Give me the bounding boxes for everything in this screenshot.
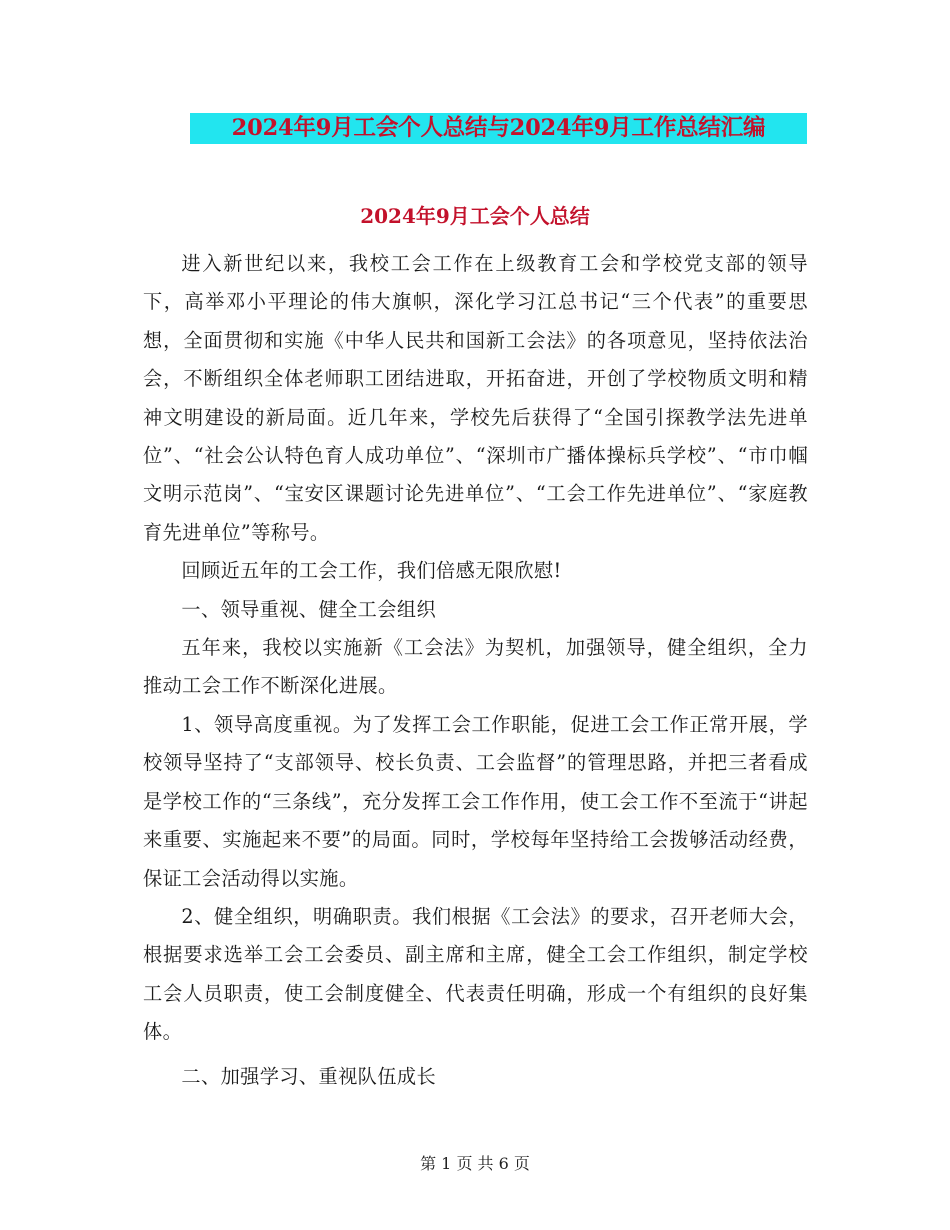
paragraph-intro: 进入新世纪以来，我校工会工作在上级教育工会和学校党支部的领导下，高举邓小平理论的伟大旗帜，深化学习江总书记“三个代表”的重要思想，全面贯彻和实施《中华人民共和国新工会法》的各项意见，坚持依法治会，不断组织全体老师职工团结进取，开拓奋进，开创了学校物质文明和精神文明建设的新局面。近几年来，学校先后获得了“全国引探教学法先进单位”、“社会公认特色育人成功单位”、“深圳市广播体操标兵学校”、“市巾帼文明示范岗”、“宝安区课题讨论先进单位”、“工会工作先进单位”、“家庭教育先进单位”等称号。 xyxy=(143,252,808,544)
page-footer: 第 1 页 共 6 页 xyxy=(420,1154,530,1173)
document-main-title: 2024年9月工会个人总结与2024年9月工作总结汇编 xyxy=(190,113,807,144)
heading-section-2: 二、加强学习、重视队伍成长 xyxy=(181,1064,437,1088)
document-body xyxy=(143,245,808,1096)
heading-section-1: 一、领导重视、健全工会组织 xyxy=(181,597,437,621)
paragraph-item-1: 1、领导高度重视。为了发挥工会工作职能，促进工会工作正常开展，学校领导坚持了“支部领导、校长负责、工会监督”的管理思路，并把三者看成是学校工作的“三条线”，充分发挥工会工作作用，使工会工作不至流于“讲起来重要、实施起来不要”的局面。同时，学校每年坚持给工会拨够活动经费，保证工会活动得以实施。 xyxy=(143,712,808,890)
paragraph-item-2: 2、健全组织，明确职责。我们根据《工会法》的要求，召开老师大会，根据要求选举工会工会委员、副主席和主席，健全工会工作组织，制定学校工会人员职责，使工会制度健全、代表责任明确，形成一个有组织的良好集体。 xyxy=(143,904,808,1044)
paragraph-section-1-summary: 五年来，我校以实施新《工会法》为契机，加强领导，健全组织，全力推动工会工作不断深化进展。 xyxy=(143,636,808,698)
section-title: 2024年9月工会个人总结 xyxy=(360,204,590,228)
paragraph-review: 回顾近五年的工会工作，我们倍感无限欣慰! xyxy=(181,559,562,583)
